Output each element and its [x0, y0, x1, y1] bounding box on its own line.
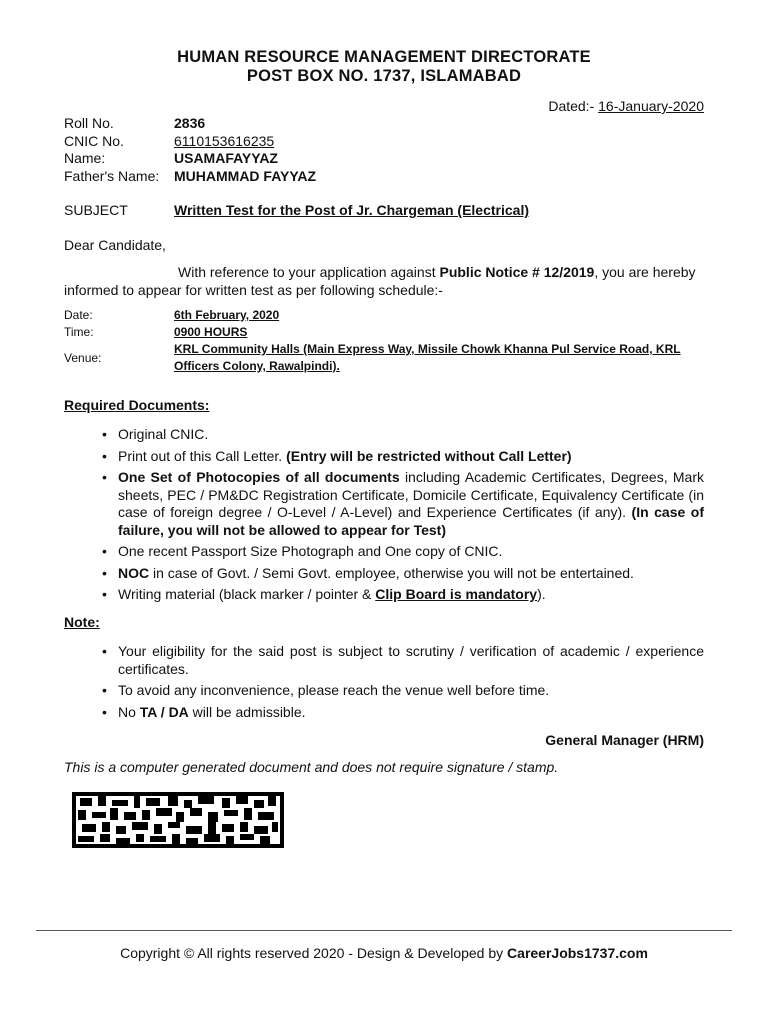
- dated-value: 16-January-2020: [598, 98, 704, 114]
- header-title: HUMAN RESOURCE MANAGEMENT DIRECTORATE: [177, 48, 591, 66]
- document-header: [0, 48, 768, 86]
- note-list: [64, 643, 704, 725]
- signatory: General Manager (HRM): [545, 732, 704, 748]
- list-item: [64, 469, 704, 539]
- dated-label: Dated:-: [548, 98, 599, 114]
- schedule-date-label: Date:: [64, 308, 93, 322]
- schedule-time-value: 0900 HOURS: [174, 325, 248, 339]
- intro-part1: With reference to your application against: [178, 264, 440, 280]
- list-item: [64, 643, 704, 678]
- bullet-icon: •: [102, 703, 107, 720]
- roll-row: [64, 115, 316, 133]
- list-item: [64, 565, 704, 583]
- bullet-icon: •: [102, 682, 107, 698]
- salutation: Dear Candidate,: [64, 237, 166, 253]
- required-item-emphasis: Clip Board is mandatory: [375, 586, 538, 602]
- note-heading: Note:: [64, 614, 100, 630]
- bullet-icon: •: [102, 643, 107, 659]
- cnic-row: [64, 133, 316, 151]
- cnic-label: CNIC No.: [64, 132, 124, 149]
- subject-line: [64, 202, 529, 218]
- required-item-warning: (In case of failure, you will not be allowed to appear for Test): [118, 504, 704, 538]
- bullet-icon: •: [102, 564, 107, 581]
- intro-paragraph: [64, 263, 704, 299]
- bullet-icon: •: [102, 586, 107, 602]
- bullet-icon: •: [102, 426, 107, 442]
- subject-value: Written Test for the Post of Jr. Chargeman (Electrical): [174, 202, 529, 218]
- dated-line: [548, 98, 704, 114]
- candidate-info: [64, 115, 316, 185]
- roll-value: 2836: [174, 115, 206, 131]
- public-notice: Public Notice # 12/2019: [439, 264, 595, 280]
- note-item-emphasis: TA / DA: [139, 703, 189, 720]
- required-item-emphasis: (Entry will be restricted without Call Letter): [286, 447, 572, 464]
- schedule-venue-value: KRL Community Halls (Main Express Way, Missile Chowk Khanna Pul Service Road, KRL Officers Colony, Rawalpindi).: [174, 342, 681, 373]
- list-item: [64, 426, 704, 444]
- required-item-text: Original CNIC.: [118, 426, 209, 442]
- footer: [0, 945, 768, 961]
- list-item: [64, 448, 704, 466]
- note-item-text: Your eligibility for the said post is subject to scrutiny / verification of academic / experience certificates.: [118, 643, 704, 677]
- footer-divider: [36, 930, 732, 931]
- barcode-icon: [72, 792, 284, 848]
- name-row: [64, 150, 316, 168]
- required-item-emphasis: One Set of Photocopies of all documents: [118, 469, 400, 485]
- name-value: USAMAFAYYAZ: [174, 150, 278, 166]
- schedule-date-row: [64, 307, 704, 324]
- note-item-text: will be admissible.: [188, 703, 306, 720]
- required-item-emphasis: NOC: [118, 564, 150, 581]
- required-item-text: including Academic Certificates, Degrees, Mark sheets, PEC / PM&DC Registration Certificate, Domicile Certificate, Equivalency Certificate (in case of foreign degree / O-Level / A-Level) and Experience Certificates (if any).: [118, 469, 705, 520]
- note-item-text: To avoid any inconvenience, please reach the venue well before time.: [118, 682, 550, 698]
- footer-brand-link[interactable]: CareerJobs1737.com: [507, 945, 648, 961]
- bullet-icon: •: [102, 447, 107, 464]
- required-documents-list: [64, 426, 704, 608]
- bullet-icon: •: [102, 469, 107, 485]
- schedule-venue-label: Venue:: [64, 350, 102, 365]
- note-item-text: No: [118, 703, 140, 720]
- list-item: [64, 682, 704, 700]
- footer-text: Copyright © All rights reserved 2020 - Design & Developed by: [120, 945, 508, 961]
- required-item-text: Writing material (black marker / pointer &: [118, 586, 376, 602]
- required-item-text: Print out of this Call Letter.: [118, 447, 287, 464]
- disclaimer: This is a computer generated document and does not require signature / stamp.: [64, 759, 559, 775]
- required-item-text: in case of Govt. / Semi Govt. employee, otherwise you will not be entertained.: [149, 564, 634, 581]
- subject-label: SUBJECT: [64, 202, 128, 218]
- schedule-time-row: [64, 324, 704, 341]
- required-item-text: ).: [537, 586, 546, 602]
- intro-part2: , you are hereby informed to appear for written test as per following schedule:-: [64, 264, 696, 298]
- father-value: MUHAMMAD FAYYAZ: [174, 167, 317, 184]
- required-item-text: One recent Passport Size Photograph and One copy of CNIC.: [118, 543, 503, 559]
- schedule-venue-row: [64, 341, 704, 375]
- father-row: [64, 168, 316, 186]
- list-item: [64, 586, 704, 604]
- required-documents-heading: Required Documents:: [64, 397, 210, 413]
- bullet-icon: •: [102, 543, 107, 559]
- schedule-date-value: 6th February, 2020: [174, 308, 280, 322]
- father-label: Father's Name:: [64, 167, 160, 184]
- header-address: POST BOX NO. 1737, ISLAMABAD: [246, 67, 522, 85]
- test-schedule: [64, 307, 704, 375]
- name-label: Name:: [64, 150, 106, 166]
- list-item: [64, 543, 704, 561]
- list-item: [64, 704, 704, 722]
- schedule-time-label: Time:: [64, 325, 94, 339]
- roll-label: Roll No.: [64, 115, 114, 131]
- cnic-value: 6110153616235: [174, 132, 275, 149]
